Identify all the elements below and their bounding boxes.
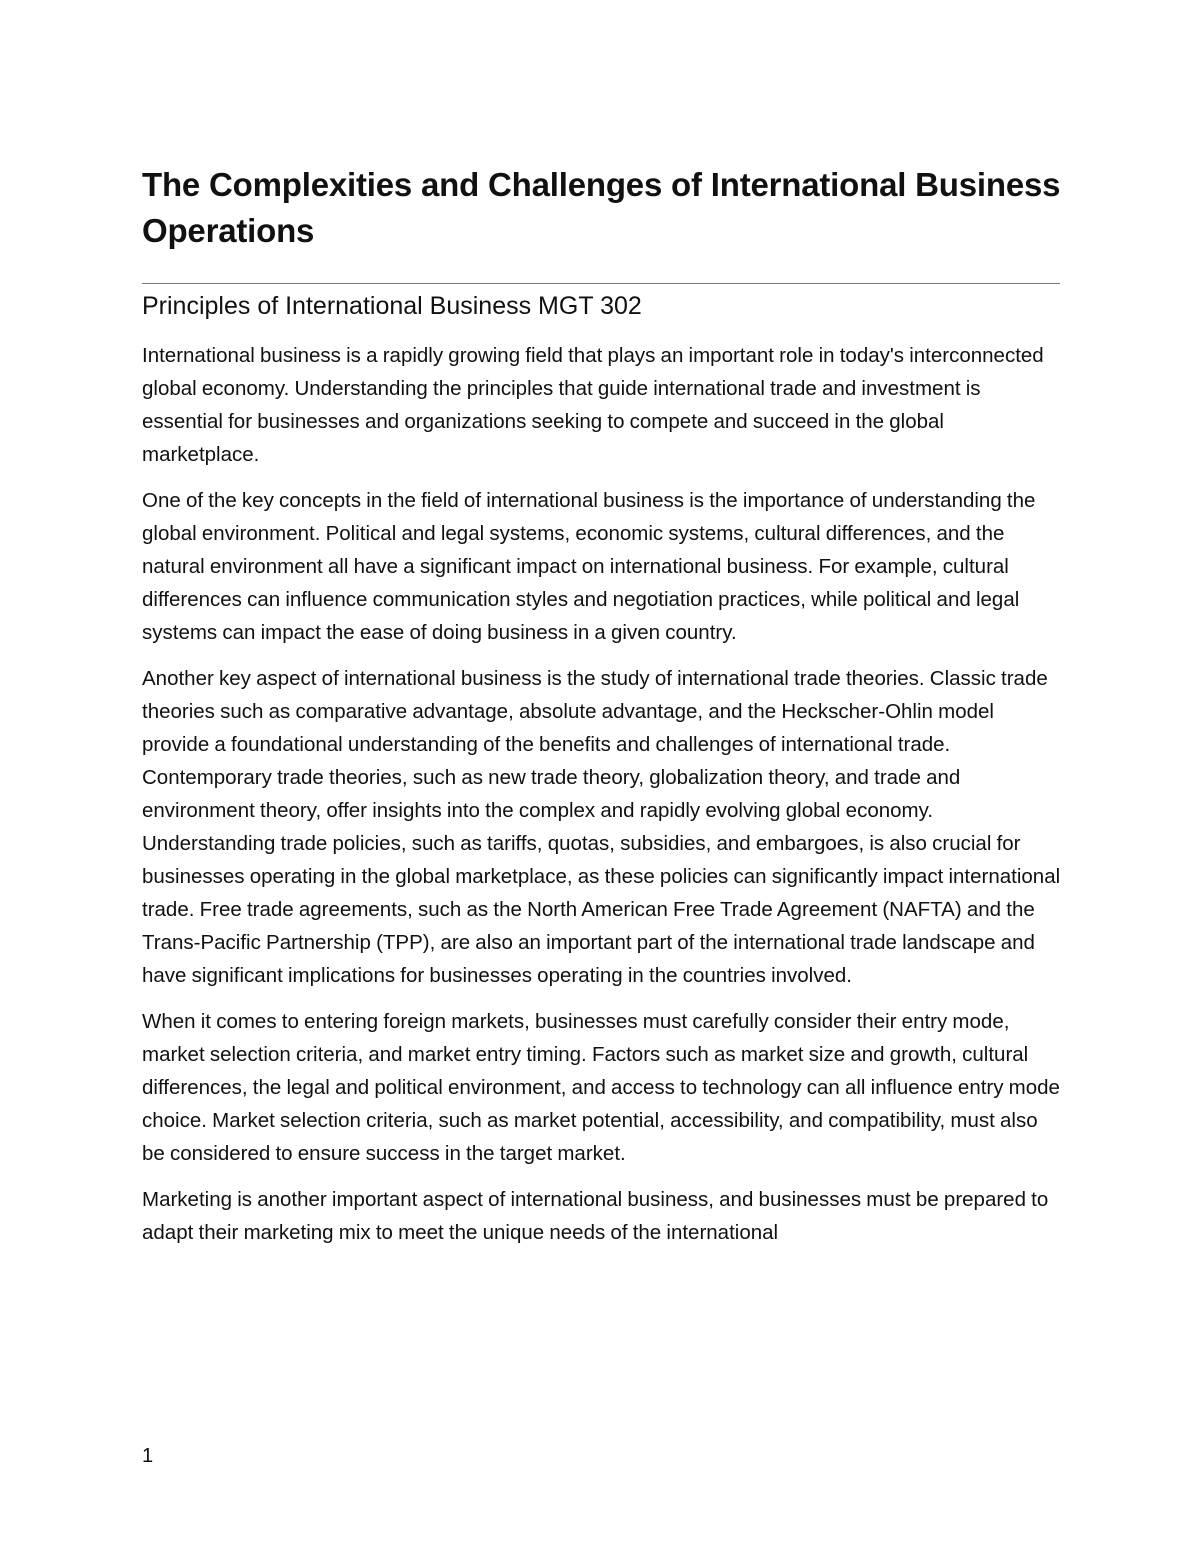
paragraph: Another key aspect of international business is the study of international trade theories. Classic trade theories such as comparative advantage, absolute advantage, and the Heckscher-Ohlin model provide a foundational understanding of the benefits and challenges of international trade. Contemporary trade theories, such as new trade theory, globalization theory, and trade and environment theory, offer insights into the complex and rapidly evolving global economy. Understanding trade policies, such as tariffs, quotas, subsidies, and embargoes, is also crucial for businesses operating in the global marketplace, as these policies can significantly impact international trade. Free trade agreements, such as the North American Free Trade Agreement (NAFTA) and the Trans-Pacific Partnership (TPP), are also an important part of the international trade landscape and have significant implications for businesses operating in the countries involved. <box>142 667 1061 987</box>
paragraph: Marketing is another important aspect of international business, and businesses must be prepared to adapt their marketing mix to meet the unique needs of the international <box>142 1188 1049 1244</box>
title-divider <box>142 283 1060 284</box>
paragraph: When it comes to entering foreign markets, businesses must carefully consider their entry mode, market selection criteria, and market entry timing. Factors such as market size and growth, cultural differences, the legal and political environment, and access to technology can all influence entry mode choice. Market selection criteria, such as market potential, accessibility, and compatibility, must also be considered to ensure success in the target market. <box>142 1010 1060 1165</box>
paragraph: One of the key concepts in the field of international business is the importance of understanding the global environment. Political and legal systems, economic systems, cultural differences, and the natural environment all have a significant impact on international business. For example, cultural differences can influence communication styles and negotiation practices, while political and legal systems can impact the ease of doing business in a given country. <box>142 489 1036 644</box>
document-subtitle: Principles of International Business MGT 302 <box>142 292 642 320</box>
page-number: 1 <box>142 1445 154 1467</box>
document-body <box>142 339 1064 1262</box>
paragraph: International business is a rapidly growing field that plays an important role in today's interconnected global economy. Understanding the principles that guide international trade and investment is essential for businesses and organizations seeking to compete and succeed in the global marketplace. <box>142 344 1044 466</box>
document-title: The Complexities and Challenges of International Business Operations <box>142 166 1061 249</box>
